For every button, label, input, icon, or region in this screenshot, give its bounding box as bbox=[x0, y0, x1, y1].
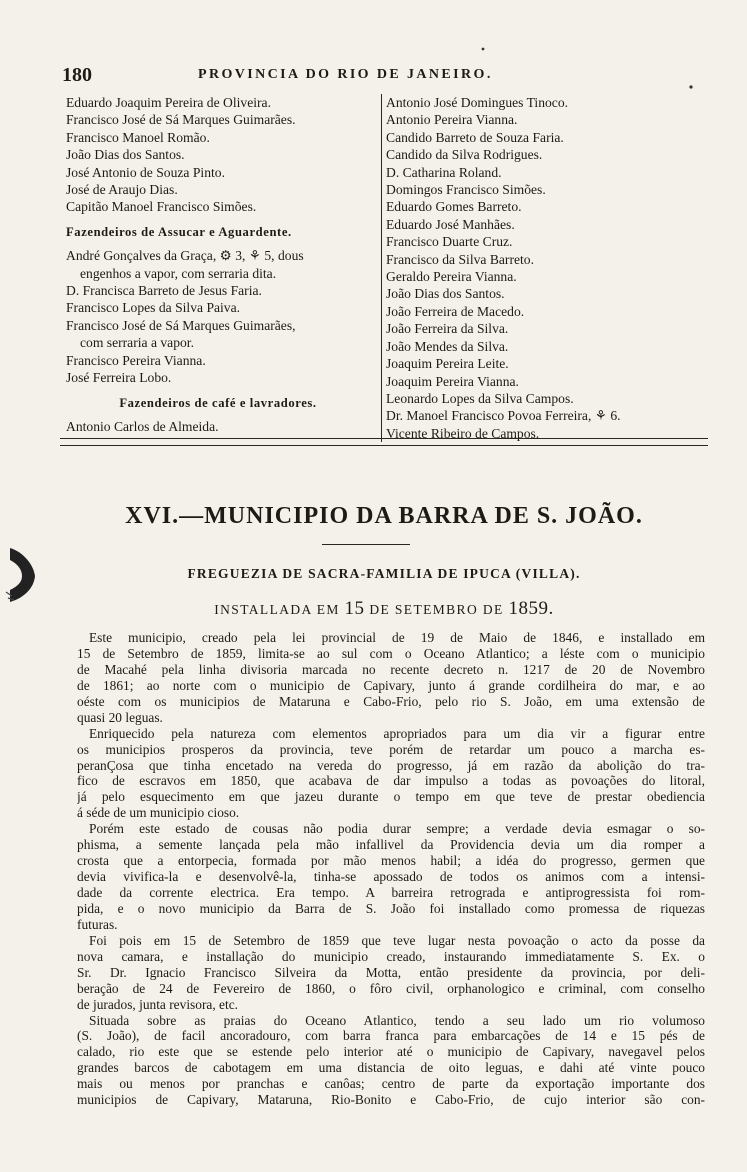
body-line: Sr. Dr. Ignacio Francisco Silveira da Motta, então presidente da provincia, por deli- bbox=[77, 964, 705, 980]
list-item-continuation: com serraria a vapor. bbox=[80, 335, 194, 351]
list-item-continuation: engenhos a vapor, com serraria dita. bbox=[80, 265, 277, 281]
list-item bbox=[66, 299, 378, 316]
list-item: Capitão Manoel Francisco Simões. bbox=[66, 199, 257, 215]
ink-speck-icon bbox=[480, 46, 486, 52]
body-line: municipios de Capivary, Mataruna, Rio-Bonito e Cabo-Frio, de cujo interior são con- bbox=[77, 1092, 705, 1108]
list-item bbox=[66, 352, 378, 369]
body-line: calado, rio este que se estende pelo interior até o municipio de Capivary, navegavel pelos bbox=[77, 1044, 705, 1060]
body-line: (S. João), de facil ancoradouro, com barra franca para embarcações de 14 e 15 pés de bbox=[77, 1028, 705, 1044]
running-header bbox=[62, 64, 702, 86]
body-line: devia vivifica-la e desenvolvê-la, tinha-se apossado de todos os animos com a intensi- bbox=[77, 869, 705, 885]
list-item: Candido da Silva Rodrigues. bbox=[386, 147, 543, 163]
body-line: Porém este estado de cousas não podia durar sempre; a verdade devia esmagar o so- bbox=[89, 821, 705, 837]
body-line: Este municipio, creado pela lei provincial de 19 de Maio de 1846, e installado em bbox=[89, 630, 705, 645]
list-item: Vicente Ribeiro de Campos. bbox=[386, 425, 540, 441]
body-text bbox=[77, 630, 705, 1108]
list-item: Eduardo Gomes Barreto. bbox=[386, 199, 522, 215]
list-item: Leonardo Lopes da Silva Campos. bbox=[386, 390, 574, 406]
section-divider-rule bbox=[60, 438, 708, 446]
body-line: peranÇosa que tinha encetado na vereda do progresso, já em razão da abolição do tra- bbox=[77, 757, 705, 773]
list-item: Antonio Carlos de Almeida. bbox=[66, 418, 219, 434]
list-item-line: José Ferreira Lobo. bbox=[66, 370, 172, 386]
list-item-line: Francisco Pereira Vianna. bbox=[66, 352, 206, 368]
subhead-coffee-planters: Fazendeiros de café e lavradores. bbox=[119, 395, 317, 410]
ink-speck-icon bbox=[688, 84, 694, 90]
body-line: de jurados, junta revisora, etc. bbox=[77, 996, 239, 1012]
right-entries bbox=[386, 94, 716, 442]
page-header-title: PROVINCIA DO RIO DE JANEIRO. bbox=[198, 67, 493, 82]
list-item: João Ferreira da Silva. bbox=[386, 321, 509, 337]
list-item bbox=[66, 369, 378, 386]
body-line: de 1861; ao norte com o municipio de Capivary, junto á grande cordilheira do mar, e ao bbox=[77, 677, 705, 693]
body-line: mais ou menos por pranchas e canôas; centro de parte da exportação importante dos bbox=[77, 1076, 705, 1092]
list-item bbox=[66, 282, 378, 299]
list-item: João Dias dos Santos. bbox=[386, 286, 505, 302]
install-year: 1859. bbox=[508, 598, 554, 619]
left-coffee-entries bbox=[66, 418, 378, 435]
list-item: Francisco José de Sá Marques Guimarães. bbox=[66, 112, 296, 128]
list-item: Dr. Manoel Francisco Povoa Ferreira, ⚘ 6. bbox=[386, 408, 621, 424]
left-column bbox=[66, 94, 378, 435]
body-line: nova camara, e installação do municipio creado, instaurando immediatamente S. Ex. o bbox=[77, 948, 705, 964]
list-item: Eduardo Joaquim Pereira de Oliveira. bbox=[66, 95, 271, 110]
list-item: João Mendes da Silva. bbox=[386, 338, 509, 354]
body-line: grandes barcos de cabotagem em uma distancia de oito leguas, e dahi até vinte pouco bbox=[77, 1060, 705, 1076]
left-entries-top bbox=[66, 94, 378, 216]
list-item: José de Araujo Dias. bbox=[66, 182, 178, 198]
body-line: de Macahé pela linha divisoria marcada no recente decreto n. 1217 de 20 de Novembro bbox=[77, 661, 705, 677]
right-column bbox=[381, 94, 716, 442]
list-item: Francisco da Silva Barreto. bbox=[386, 251, 534, 267]
list-item: Antonio José Domingues Tinoco. bbox=[386, 95, 569, 110]
list-item: Eduardo José Manhães. bbox=[386, 216, 515, 232]
list-item bbox=[66, 317, 378, 352]
page-number: 180 bbox=[62, 64, 92, 86]
install-prefix: INSTALLADA EM bbox=[214, 602, 340, 617]
title-underline-rule bbox=[322, 544, 410, 545]
list-item-line: André Gonçalves da Graça, ⚙ 3, ⚘ 5, dous bbox=[66, 248, 304, 264]
body-line: dade da corrente electrica. Era tempo. A barreira retrograda e antiprogressista foi rom- bbox=[77, 885, 705, 900]
list-item-line: D. Francisca Barreto de Jesus Faria. bbox=[66, 283, 262, 299]
list-item-line: Francisco José de Sá Marques Guimarães, bbox=[66, 317, 296, 333]
body-line: Enriquecido pela natureza com elementos apropriados para um dia vir a figurar entre bbox=[89, 725, 705, 741]
parish-title: FREGUEZIA DE SACRA-FAMILIA DE IPUCA (VILLA). bbox=[187, 566, 581, 581]
body-line: futuras. bbox=[77, 916, 118, 932]
body-line: fico de escravos em 1850, que acabava de dar impulso a todas as povoações do litoral, bbox=[77, 773, 705, 789]
list-item: Joaquim Pereira Leite. bbox=[386, 356, 509, 372]
body-line: os municipios prosperos da provincia, teve porém de retardar um pouco a marcha es- bbox=[77, 741, 705, 757]
list-item: José Antonio de Souza Pinto. bbox=[66, 164, 225, 180]
list-item-line: Francisco Lopes da Silva Paiva. bbox=[66, 300, 241, 316]
section-title: XVI.—MUNICIPIO DA BARRA DE S. JOÃO. bbox=[125, 503, 643, 529]
margin-scan-mark-icon bbox=[2, 540, 42, 610]
body-line: á séde de um municipio cioso. bbox=[77, 805, 240, 821]
installation-date bbox=[60, 598, 708, 620]
body-line: oéste com os municipios de Mataruna e Cabo-Frio, pelo rio S. João, em uma extensão de bbox=[77, 693, 705, 709]
body-line: 15 de Setembro de 1859, limita-se ao sul com o Oceano Atlantico; a léste com o municipio bbox=[77, 645, 705, 661]
list-item: Candido Barreto de Souza Faria. bbox=[386, 129, 564, 145]
body-line: Foi pois em 15 de Setembro de 1859 que teve lugar nesta povoação o acto da posse da bbox=[89, 932, 705, 948]
body-line: beração de 24 de Fevereiro de 1860, o fôro civil, orphanologico e criminal, com conselho bbox=[77, 980, 705, 996]
list-item: Francisco Manoel Romão. bbox=[66, 129, 210, 145]
list-item bbox=[66, 247, 378, 282]
left-sugar-entries bbox=[66, 247, 378, 386]
list-item: D. Catharina Roland. bbox=[386, 164, 502, 180]
subhead-sugar-planters: Fazendeiros de Assucar e Aguardente. bbox=[66, 224, 292, 239]
install-mid: DE SETEMBRO DE bbox=[369, 602, 504, 617]
list-item: João Ferreira de Macedo. bbox=[386, 303, 525, 319]
body-line: phisma, a semente lançada pela mão infallivel da Providencia devia um dia romper a bbox=[77, 837, 705, 853]
body-line: crosta que a entorpecia, formada por mão menos habil; a idéa do progresso, germen que bbox=[77, 853, 705, 869]
list-item: Antonio Pereira Vianna. bbox=[386, 112, 518, 128]
names-list-columns bbox=[66, 94, 706, 444]
list-item: Geraldo Pereira Vianna. bbox=[386, 269, 517, 285]
body-line: Situada sobre as praias do Oceano Atlantico, tendo a seu lado um rio volumoso bbox=[89, 1012, 705, 1028]
list-item: Francisco Duarte Cruz. bbox=[386, 234, 513, 250]
list-item: João Dias dos Santos. bbox=[66, 147, 185, 163]
body-line: já pelo esquecimento em que jazeu durante o tempo em que teve de prestar obediencia bbox=[77, 789, 705, 805]
body-line: pida, e o novo municipio da Barra de S. João foi installado como promessa de riquezas bbox=[77, 900, 705, 916]
install-day: 15 bbox=[344, 598, 365, 619]
list-item: Domingos Francisco Simões. bbox=[386, 182, 546, 198]
body-line: quasi 20 leguas. bbox=[77, 709, 163, 725]
list-item: Joaquim Pereira Vianna. bbox=[386, 373, 519, 389]
